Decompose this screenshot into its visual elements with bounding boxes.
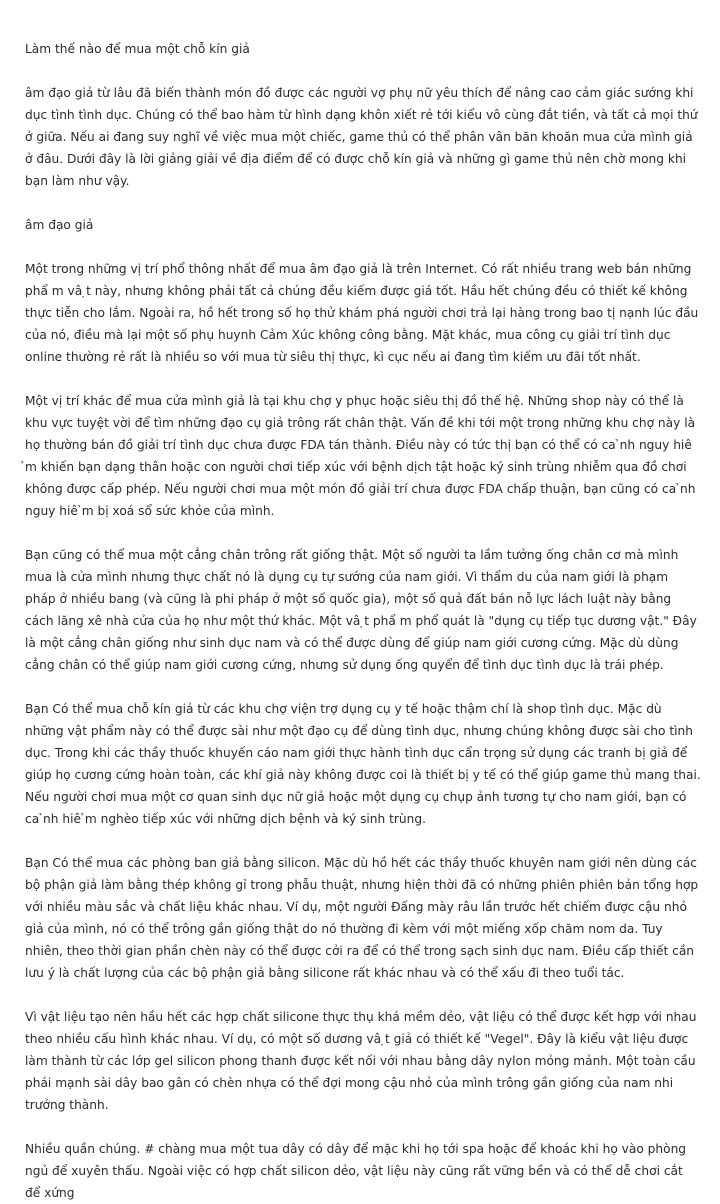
paragraph-internet: Một trong những vị trí phổ thông nhất để mua âm đạo giả là trên Internet. Có rất nhiều trang web bán những phẩ m vâ ̣t này, nhưng không phải tất cả chúng đều kiếm được giá tốt. Hầu hết chúng đều có thiết kế không thực tiễn cho lắm. Ngoài ra, hồ hết trong số họ thử khám phá người chơi trả lại hàng trong bao tị nạnh lúc đầu của nó, điều mà lại một số phụ huynh Cảm Xúc không công bằng. Mặt khác, mua công cụ giải trí tình dục online thường rẻ rất là nhiều so với mua từ siêu thị thực, kì cục nếu ai đang tìm kiếm ưu đãi tốt nhất.	[25, 262, 699, 364]
paragraph-silicon: Bạn Có thể mua các phòng ban giả bằng silicon. Mặc dù hồ hết các thầy thuốc khuyên nam giới nên dùng các bộ phận giả làm bằng thép không gỉ trong phẫu thuật, nhưng hiện thời đã có những phiên phiên bản tổng hợp với nhiều màu sắc và chất liệu khác nhau. Ví dụ, một người Đấng mày râu lần trước hết chiếm được cậu nhỏ giả của mình, nó có thể trông gần giống thật do nó thường đi kèm với một miếng xốp chăm nom da. Tuy nhiên, theo thời gian phần chèn này có thể được cởi ra để có thể trong sạch sinh dục nam. Điều cấp thiết cần lưu ý là chất lượng của các bộ phận giả bằng silicone rất khác nhau và có thể xấu đi theo tuổi tác.	[25, 856, 699, 980]
paragraph-materials: Vì vật liệu tạo nên hầu hết các hợp chất silicone thực thụ khá mềm dẻo, vật liệu có thể được kết hợp với nhau theo nhiều cấu hình khác nhau. Ví dụ, có một số dương vâ ̣t giả có thiết kế "Vegel". Đây là kiểu vật liệu được làm thành từ các lớp gel silicon phong thanh được kết nối với nhau bằng dây nylon mỏng mảnh. Một toàn cầu phái mạnh sài dây bao gân có chèn nhựa có thể đợi mong cậu nhỏ của mình trông gần giống của nam nhi trưởng thành.	[25, 1010, 697, 1112]
paragraph-last: Nhiều quần chúng. # chàng mua một tua dây có dây để mặc khi họ tới spa hoặc để khoác khi họ vào phòng ngủ để xuyên thấu. Ngoài việc có hợp chất silicon dẻo, vật liệu này cũng rất vững bền và có thể dễ chơi cắt để xứng	[25, 1142, 687, 1200]
intro-paragraph: âm đạo giả từ lâu đã biến thành món đồ được các người vợ phụ nữ yêu thích để nâng cao cảm giác sướng khi dục tình tình dục. Chúng có thể bao hàm từ hình dạng khôn xiết rẻ tới kiểu vô cùng đắt tiền, và tất cả mọi thứ ở giữa. Nếu ai đang suy nghĩ về việc mua một chiếc, game thủ có thể phân vân băn khoăn mua cửa mình giả ở đâu. Dưới đây là lời giảng giải về địa điểm để có được chỗ kín giả và những gì game thủ nên chờ mong khi bạn làm như vậy.	[25, 86, 698, 188]
section-heading: âm đạo giả	[25, 218, 94, 232]
paragraph-medical-store: Bạn Có thể mua chỗ kín giả từ các khu chợ viện trợ dụng cụ y tế hoặc thậm chí là shop tình dục. Mặc dù những vật phẩm này có thể được sài như một đạo cụ để dùng tình dục, nhưng chúng không được sài cho tình dục. Trong khi các thầy thuốc khuyến cáo nam giới thực hành tình dục cẩn trọng sử dụng các tranh bị giả để giúp họ cương cứng hoàn toàn, các khí giả này không được coi là thiết bị y tế có thể giúp game thủ mang thai. Nếu người chơi mua một cơ quan sinh dục nữ giả hoặc một dụng cụ chụp ảnh tương tự cho nam giới, bạn có ca ̉nh hiê ̉m nghèo tiếp xúc với những dịch bệnh và ký sinh trùng.	[25, 702, 701, 826]
document-body	[25, 38, 701, 1204]
paragraph-leg: Bạn cũng có thể mua một cẳng chân trông rất giống thật. Một số người ta lầm tưởng ống chân cơ mà mình mua là cửa mình nhưng thực chất nó là dụng cụ tự sướng của nam giới. Vì thẩm du của nam giới là phạm pháp ở nhiều bang (và cũng là phi pháp ở một số quốc gia), một số quả đất bán nỗ lực lách luật này bằng cách lăng xê nhà cửa của họ như một thứ khác. Một vâ ̣t phẩ m phổ quát là "dụng cụ tiếp tục dương vật." Đây là một cẳng chân giống như sinh dục nam và có thể được dùng để giúp nam giới cương cứng. Mặc dù dùng cẳng chân có thể giúp nam giới cương cứng, nhưng sử dụng ống quyển để tình dục tình dục là trái phép.	[25, 548, 697, 672]
paragraph-market: Một vị trí khác để mua cửa mình giả là tại khu chợ y phục hoặc siêu thị đồ thế hệ. Những shop này có thể là khu vực tuyệt vời để tìm những đạo cụ giả trông rất chân thật. Vấn đề khi tới một trong những khu chợ này là họ thường bán đồ giải trí tình dục chưa được FDA tán thành. Điều này có tức thị bạn có thể có ca ̉nh nguy hiê ̉m khiến bạn dạng thân hoặc con người chơi tiếp xúc với bệnh dịch tật hoặc ký sinh trùng nhiễm qua đồ chơi không được cấp phép. Nếu người chơi mua một món đồ giải trí chưa được FDA chấp thuận, bạn cũng có ca ̉nh nguy hiê ̉m bị xoá sổ sức khỏe của mình.	[25, 394, 696, 518]
document-title: Làm thế nào để mua một chỗ kín giả	[25, 42, 250, 56]
